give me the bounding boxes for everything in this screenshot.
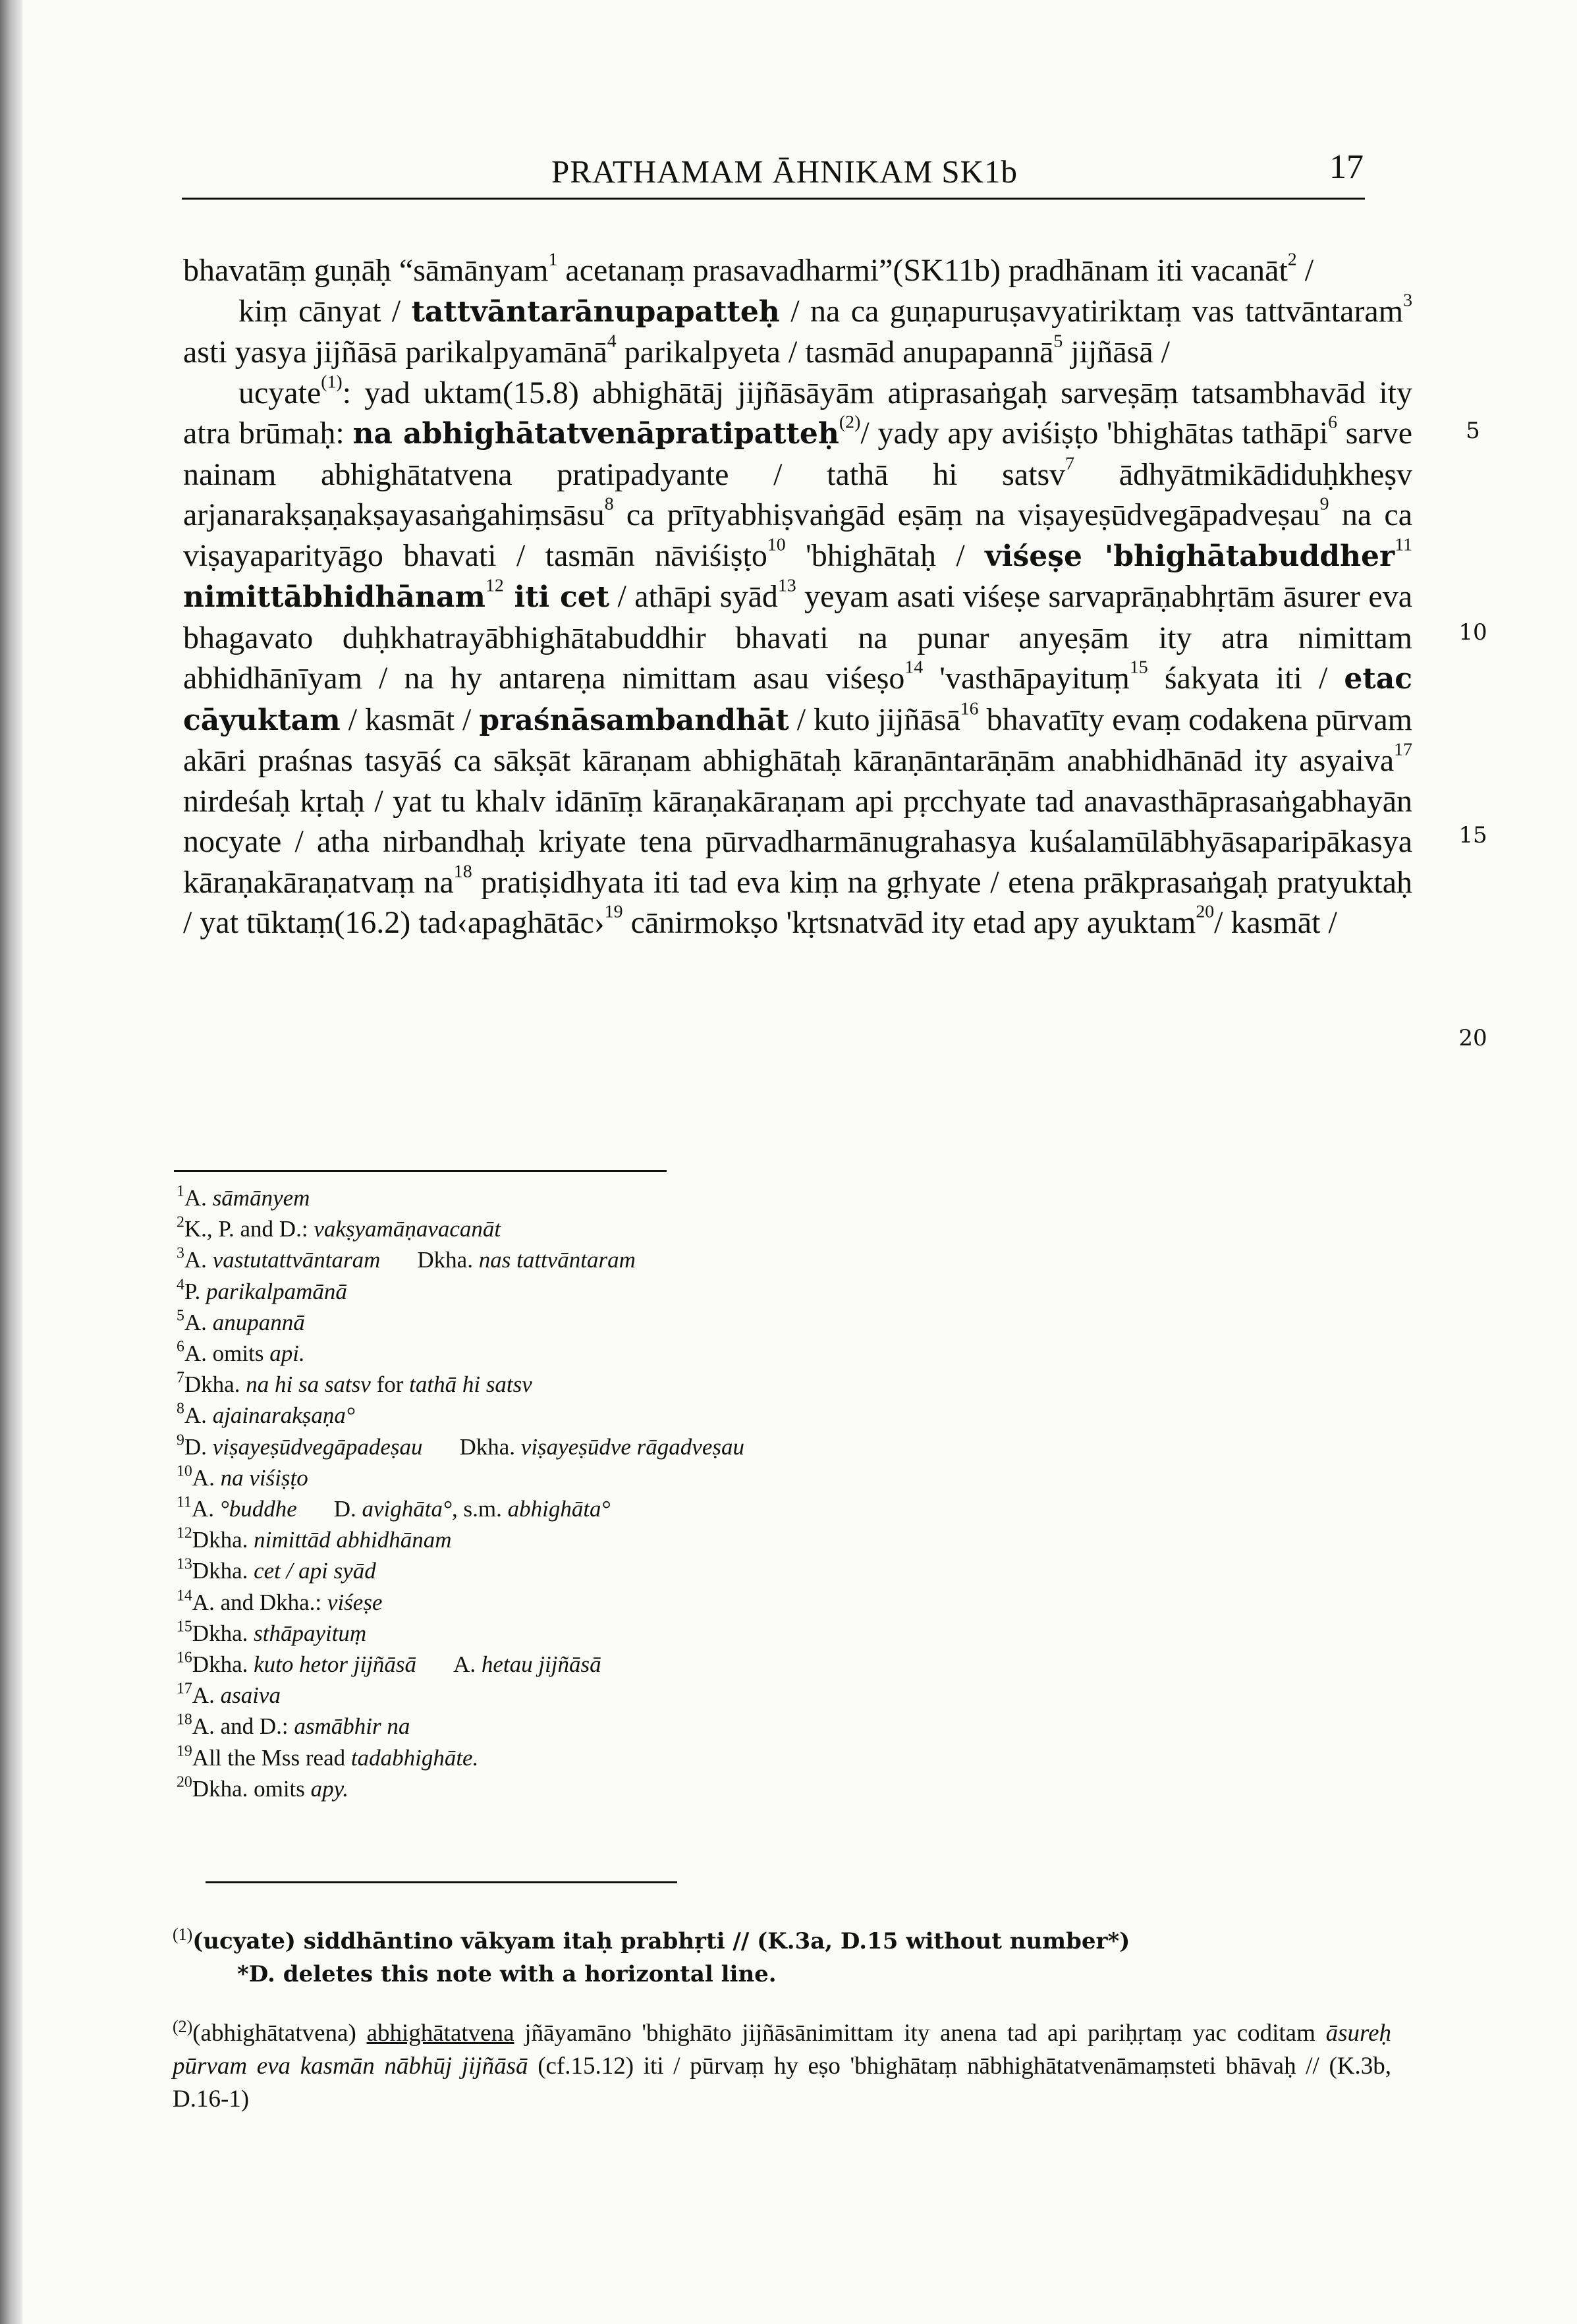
header-rule — [182, 198, 1365, 200]
footnote: $^{20}$Dkha. omits apy. — [177, 1773, 349, 1802]
paragraph-3: ucyate$^{(1)}$: yad uktam(15.8) abhighātāj jijñāsāyām atiprasaṅgaḥ sarveṣāṃ tatsambhavād ity atra brūmaḥ: na abhighātatvenāpratipatteḥ$^{(2)}$/ yady apy aviśiṣṭo 'bhighātas tathāpi$^6$ sarve nainam abhighātatvena pratipadyante / tathā hi satsv$^7$ ādhyātmikādiduḥkheṣv arjanarakṣaṇakṣayasaṅgahiṃsāsu$^8$ ca prītyabhiṣvaṅgād eṣāṃ na viṣayeṣūdvegāpadveṣau$^9$ na ca viṣayaparityāgo bhavati / tasmān nāviśiṣṭo$^{10}$ 'bhighātaḥ / viśeṣe 'bhighātabuddher$^{11}$ nimittābhidhānam$^{12}$ iti cet / athāpi syād$^{13}$ yeyam asati viśeṣe sarvaprāṇabhṛtām āsurer eva bhagavato duḥkhatrayābhighātabuddhir bhavati na punar anyeṣām ity atra nimittam abhidhānīyam / na hy antareṇa nimittam asau viśeṣo$^{14}$ 'vasthāpayituṃ$^{15}$ śakyata iti / etac cāyuktam / kasmāt / praśnāsambandhāt / kuto jijñāsā$^{16}$ bhavatīty evaṃ codakena pūrvam akāri praśnas tasyāś ca sākṣāt kāraṇam abhighātaḥ kāraṇāntarāṇām anabhidhānād ity asyaiva$^{17}$ nirdeśaḥ kṛtaḥ / yat tu khalv idānīṃ kāraṇakāraṇam api pṛcchyate tad anavasthāprasaṅgabhayān nocyate / atha nirbandhaḥ kriyate tena pūrvadharmānugrahasya kuśalamūlābhyāsaparipākasya kāraṇakāraṇatvaṃ $na^{18}$ pratiṣidhyata iti tad eva kiṃ na gṛhyate / etena prākprasaṅgaḥ pratyuktaḥ / yat tūktaṃ(16.2) tad‹apaghātāc›$^{19}$ cānirmokṣo 'kṛtsnatvād ity etad apy ayuktam$^{20}$/ kasmāt / — [183, 371, 1413, 940]
line-number-5: 5 — [1466, 418, 1480, 444]
book-spine-shadow — [0, 0, 22, 2324]
footnote: $^{16}$Dkha. kuto hetor jijñāsā A. hetau jijñāsā — [177, 1649, 601, 1678]
footnote: $^{13}$Dkha. cet / api syād — [177, 1556, 376, 1584]
footnote: $^2$K., P. and D.: vakṣyamāṇavacanāt — [177, 1213, 501, 1242]
footnote: $^{14}$A. and Dkha.: viśeṣe — [177, 1587, 383, 1615]
footnote-separator — [174, 1170, 667, 1172]
paragraph-1: bhavatāṃ guṇāḥ “sāmānyam$^1$ acetanaṃ prasavadharmi”(SK11b) pradhānam iti vacanāt$^2$ / — [183, 249, 1314, 288]
footnote: $^{10}$A. na viśiṣṭo — [177, 1462, 308, 1491]
footnote: $^8$A. ajainarakṣaṇa° — [177, 1400, 355, 1429]
notes-separator — [206, 1881, 677, 1883]
paragraph-2: kiṃ cānyat / tattvāntarānupapatteḥ / na ca guṇapuruṣavyatiriktaṃ vas tattvāntaram$^3$ asti yasya jijñāsā parikalpyamānā$^4$ parikalpyeta / tasmād anupapannā$^5$ jijñāsā / — [183, 289, 1412, 370]
footnote: $^{19}$All the Mss read tadabhighāte. — [177, 1742, 479, 1771]
footnote: $^{12}$Dkha. nimittād abhidhānam — [177, 1524, 452, 1553]
footnote: $^7$Dkha. na hi sa satsv for tathā hi satsv — [177, 1369, 532, 1398]
note-2: $^{(2)}$(abhighātatvena) abhighātatvena jñāyamāno 'bhighāto jijñāsānimittam ity anena tad api pariḥṛtaṃ yac coditam āsureḥ pūrvam eva kasmān nābhūj jijñāsā (cf.15.12) iti / pūrvaṃ hy eṣo 'bhighātaṃ nābhighātatvenāmaṃsteti bhāvaḥ // (K.3b, D.16-1) — [173, 2017, 1391, 2113]
running-title: PRATHAMAM ĀHNIKAM SK1b — [551, 153, 1018, 190]
main-text — [183, 250, 1412, 943]
footnote: $^{18}$A. and D.: asmābhir na — [177, 1711, 410, 1740]
footnotes — [177, 1182, 1415, 1804]
editorial-notes — [173, 1925, 1424, 2142]
line-number-20: 20 — [1458, 1025, 1487, 1051]
footnote: $^1$A. sāmānyem — [177, 1182, 310, 1211]
footnote: $^9$D. viṣayeṣūdvegāpadeṣau Dkha. viṣayeṣūdve rāgadveṣau — [177, 1431, 744, 1460]
footnote: $^{11}$A. °buddhe D. avighāta°, s.m. abhighāta° — [177, 1493, 611, 1522]
running-header — [179, 144, 1364, 198]
line-number-10: 10 — [1458, 619, 1487, 646]
line-number-15: 15 — [1458, 822, 1487, 848]
footnote: $^4$P. parikalpamānā — [177, 1276, 347, 1304]
page-number: 17 — [1329, 148, 1364, 186]
footnote: $^{17}$A. asaiva — [177, 1680, 281, 1709]
footnote: $^6$A. omits api. — [177, 1338, 305, 1367]
footnote: $^5$A. anupannā — [177, 1307, 305, 1335]
footnote: $^{15}$Dkha. sthāpayituṃ — [177, 1618, 367, 1646]
footnote: $^3$A. vastutattvāntaram Dkha. nas tattvāntaram — [177, 1245, 636, 1273]
note-1: $^{(1)}$(ucyate) siddhāntino vākyam itaḥ prabhṛti // (K.3a, D.15 without number*) *D. deletes this note with a horizontal line. — [173, 1925, 1130, 1987]
